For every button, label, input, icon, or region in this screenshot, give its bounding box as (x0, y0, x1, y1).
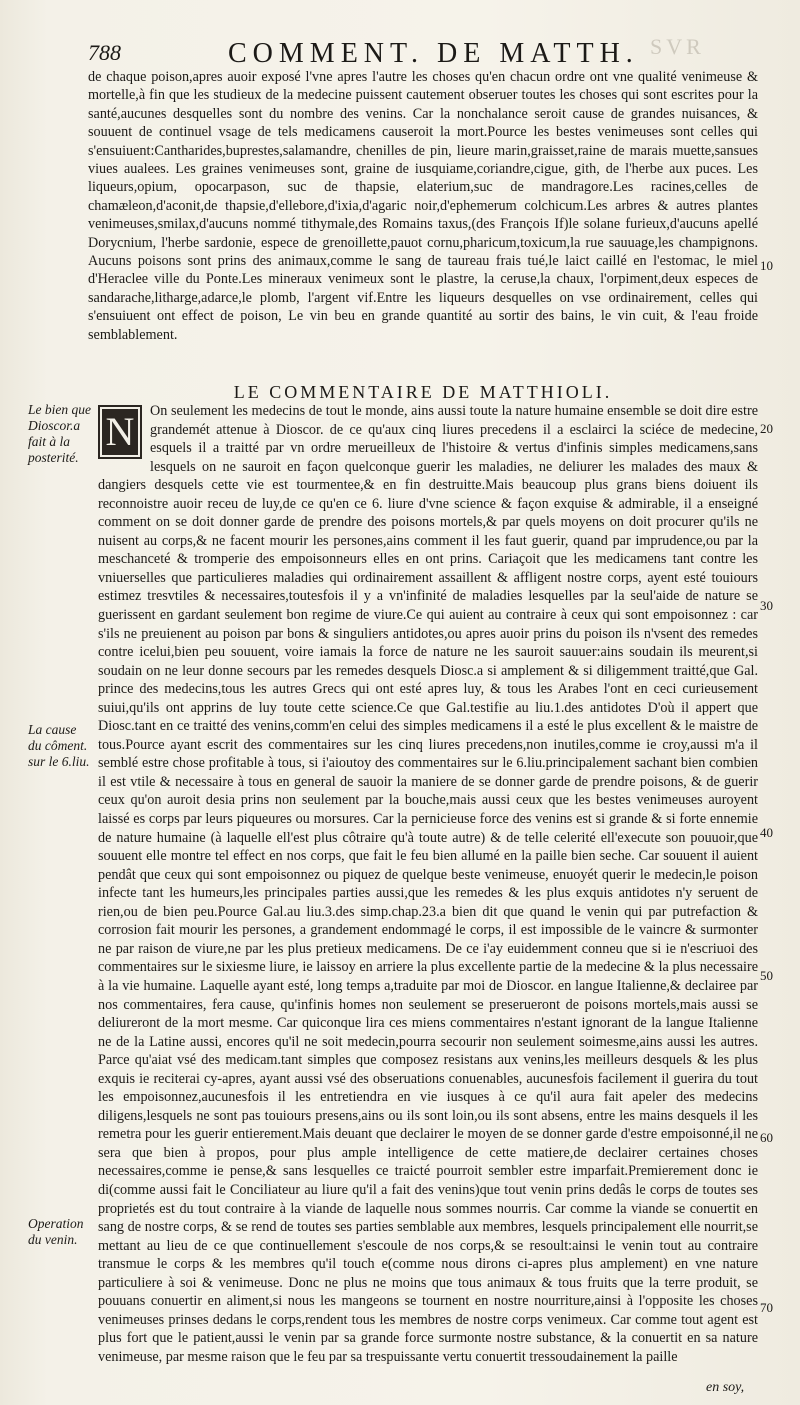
catchword: en soy, (706, 1380, 745, 1395)
line-number: 20 (760, 421, 773, 436)
commentary-body (98, 402, 758, 1366)
line-number: 40 (760, 825, 773, 840)
margin-note-posterity: Le bien que Dioscor.a fait à la posterité. (28, 402, 91, 465)
section-title: LE COMMENTAIRE DE MATTHIOLI. (233, 382, 613, 402)
line-number: 30 (760, 598, 773, 613)
commentary-text: On seulement les medecins de tout le monde, ains aussi toute la nature humaine ensemble se doit dire estre grandemét attenue à Dioscor. de ce qu'aux cinq liures precedens il a esclairci la sciéce de medecine, esquels il a traitté par vn ordre merueilleux de l'histoire & vertus d'infinis simples medicamens,sans lesquels on ne sauroit en façon quelconque guerir les maladies, ne deliurer les malades des maux & dangiers desquels cette vie est tourmentee,& en fin destruitte.Mais beaucoup plus grans biens doiuent ils reconnoistre auoir receu de luy,de ce qu'en ce 6. liure d'vne science & façon exquise & admirable, il a enseigné comment on se doit donner garde de prendre des poisons mortels,& par quels moyens on doit procurer qu'ils ne nuisent au corps,& ne facent mourir les persones,ains comment il les faut guerir, quand par imprudence,ou par la meschanceté & tromperie des empoisonneurs elles en ont prins. Cariaçoit que les medicamens tant contre les vniuerselles que particulieres maladies qui ordinairement assaillent & affligent nostre corps, ayent esté touiours estimez tresvtiles & necessaires,toutesfois il y a vn'infinité de maladies lesquelles par la seul'aide de nature se guerissent en gardant seulement bon regime de viure.Ce qui auient au contraire à ceux qui sont empoisonnez : car s'ils ne preuienent au poison par bons & singuliers antidotes,ou apres auoir prins du poison ils n'vsent des remedes contre icelui,bien peu souuent, voire iamais la force de nature ne les sauroit sauuer:ains soudain ils meurent,si soudain on ne leur donne secours par les remedes desquels Diosc.a si amplement & si diligemment traitté,que Gal. prince des medecins,tous les autres Grecs qui ont esté apres luy, & tous les Arabes l'ont en ceci curieusement suiui,qu'ils ont apprins de luy toute cette science.Ce que Gal.testifie au liu.1.des antidotes D'où il appert que Diosc.tant en ce traitté des venins,comm'en celui des simples medicamens il a esté le plus excellent & le maistre de tous.Pource ayant escrit des commentaires sur les cinq liures precedens,non inutiles,comme ie croy,aussi m'a il semblé estre chose profitable à tous, si i'aioutoy des commentaires sur le 6.liu.principalement sachant bien combien il est vtile & necessaire à tous en general de sauoir la maniere de se donner garde de prendre poisons, & de guerir ceux qu'on auroit desia prins non seulement par la bouche,mais aussi ceux que les bestes venimeuses auroyent laissé es corps par leurs piqueures ou morsures. Car la pernicieuse force des venins est si grande & si forte ennemie de nature humaine (à laquelle ell'est plus côtraire qu'à toute autre) & de telle celerité ell'execute son pouuoir,que souuent elle montre tel effect en nos corps, que fait le feu bien allumé en la paille bien seche. Car souuent il auient pendât que ceux qui sont empoisonnez ou piquez de quelque beste venimeuse, enuoyét querir le medecin,le poison infecte tant les humeurs,les principales parties aussi,que les remedes & les plus exquis antidotes n'y seruent de rien,ou de bien peu.Pource Gal.au liu.3.des simp.chap.23.a bien dit que quand le venin qui par putrefaction & corrosion fait mourir les persones, a grandement endommagé le corps, il est impossible de le vaincre & surmonter ne par raison de viure,ne par les plus pretieux medicamens. De ce i'ay euidemment conneu que si ie n'escriuoi des commentaires sur le sixiesme liure, ie laissoy en arriere la plus excellente partie de la medecine & la plus necessaire à la vie humaine. Laquelle ayant esté, long temps a,traduite par moi de Dioscor. en langue Italienne,& declairee par nos commentaires, fera cause, qu'infinis homes non seulement se preserueront de poisons mortels,mais aussi se deliureront de la mort mesme. Car quiconque lira ces miens commentaires n'estant ignorant de la langue Italienne ne de la Latine aussi, encores qu'il ne soit medecin,pourra secourir non seulement soimesme,ains aussi les autres. Parce qu'aiat vsé des medicam.tant simples que composez resistans aux venins,les meilleurs desquels & les plus exquis ie reciterai cy-apres, ayant aussi vsé des obseruations conuenables, aucunesfois facilement il guerira du tout les empoisonnez,aucunesfois il les entretiendra en vie iusques à ce qu'il aura fait apeler des medecins diligens,lesquels ne sont pas touiours presens,ains ou ils sont loin,ou ils sont absens, entre les mains desquels il les remetra pour les guerir entierement.Mais deuant que declairer le moyen de se donner garde d'estre empoisonné,il ne sera que bien à propos, pour plus ample intelligence de cette matiere,de declairer certaines choses necessaires,comme ie pense,& sans lesquelles ce traicté pourroit sembler estre imparfait.Premierement donc ie di(comme aussi fait le Conciliateur au liure qu'il a fait des venins)que tout venin prins dedâs le corps de toutes ses proprietés est du tout contraire à la viande de laquelle nous sommes nourris. Car comme la viande se conuertit en sang de nostre corps, & se rend de toutes ses parties semblable aux membres, lesquels principalement elle nourrit,se mettant au lieu de ce que continuellement s'escoule de nos corps,& se resoult:ainsi le venin tout au contraire transmue le corps & les membres qu'il touch e(comme nous dirons ci-apres plus amplement) en vne nature particuliere à soi & venimeuse. Donc ne plus ne moins que tous animaux & tous fruits que la terre produit, se pouuans conuertir en aliment,si nous les mangeons se tournent en nostre nourriture,ainsi à l'opposite les choses venimeuses prinses dedans le corps,rendent tous les membres de nostre corps venimeux. Car comme tout agent est plus fort que le patient,aussi le venin par sa grande force surmonte nostre substance, & la conuertit en sa nature venimeuse, par mesme raison que le feu par sa trespuissante vertu conuertit tressoudainement la paille (98, 403, 758, 1365)
page-header (88, 38, 758, 70)
margin-note-operation: Operation du venin. (28, 1216, 84, 1247)
line-number: 70 (760, 1300, 773, 1315)
margin-note-cause: La cause du côment. sur le 6.liu. (28, 722, 90, 769)
ornamental-initial: N (98, 405, 142, 459)
running-title: COMMENT. DE MATTH. (228, 38, 639, 69)
poison-list-paragraph: de chaque poison,apres auoir exposé l'vne apres l'autre les choses qu'en chacun ordre ont vne qualité venimeuse & mortelle,à fin que les studieux de la medecine puissent cautement obseruer toutes les choses qui sont escrites pour la santé,aucunes desquelles sont du nombre des venins. Car la nonchalance seroit cause de grandes nuisances, & souuent de continuel vsage de tels medicamens causeroit la mort.Pource les bestes venimeuses sont celles qui s'ensuiuent:Cantharides,buprestes,salamandre, chenilles de pin, lieure marin,graisset,raine de marais muette,sansues viues aualees. Les graines venimeuses sont, graine de iusquiame,coriandre,cigue, gith, de l'herbe aux puces. Les liqueurs,opium, opocarpason, suc de thapsie, elaterium,suc de mandragore.Les racines,celles de chamæleon,d'aconit,de thapsie,d'ellebore,d'ixia,d'agaric noir,d'ephemerum colchicum.Les arbres & autres plantes venimeuses,smilax,d'aucuns nommé tithymale,des Romains taxus,(des François If)le solane furieux,d'aucuns apellé Dorycnium, l'herbe sardonie, espece de grenoillette,pauot cornu,pharicum,toxicum,la rue sauuage,les champignons. Aucuns poisons sont prins des animaux,comme le sang de taureau frais tué,le laict caillé en l'estomac, le miel d'Heraclee ville du Ponte.Les mineraux venimeux sont le plastre, la ceruse,la chaux, l'orpiment,deux especes de sandarache,litharge,adarce,le plomb, l'argent vif.Entre les liqueurs desquelles on vse ordinairement, celles qui s'ensuiuent ont effect de poison, Le vin beu en grande quantité au sortir des bains, le vin cuit, & l'eau froide semblablement. (88, 69, 758, 343)
line-number: 60 (760, 1130, 773, 1145)
line-number: 50 (760, 968, 773, 983)
line-number: 10 (760, 258, 773, 273)
page-number: 788 (88, 40, 121, 65)
bleed-through-text: SVR (650, 34, 705, 59)
